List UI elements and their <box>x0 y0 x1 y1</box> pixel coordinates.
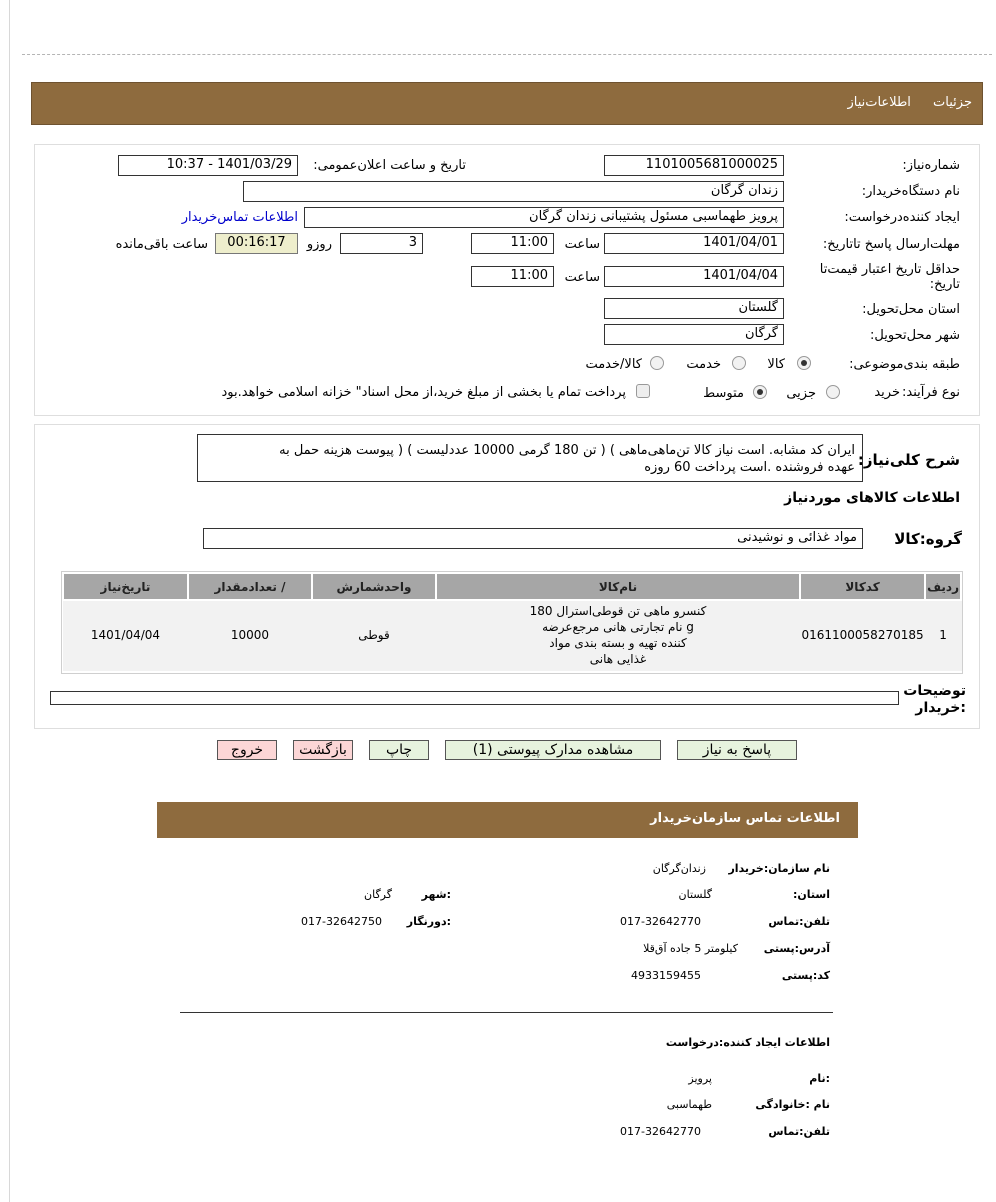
buyer-org-field: زندان گرگان <box>243 181 784 202</box>
left-border <box>9 0 10 1202</box>
contact-org-value: زندان‌گرگان <box>652 862 706 875</box>
cell-row: 1 <box>925 600 961 670</box>
need-number-label: شماره‌نیاز: <box>902 158 960 173</box>
cell-unit: قوطی <box>312 600 436 670</box>
process-partial-radio[interactable] <box>826 385 840 399</box>
description-line-1: ایران کد مشابه. است نیاز کالا تن‌ماهی‌ماهی ) ( تن 180 گرمی 10000 عددلیست ) ( پیوست هزینه حمل به <box>279 443 855 458</box>
city-field: گرگان <box>604 324 784 345</box>
description-box <box>197 434 863 482</box>
contact-fax-label: :دورنگار <box>406 915 451 928</box>
description-label: شرح کلی‌نیاز: <box>857 451 960 469</box>
contact-org-label: نام سازمان:خریدار <box>728 862 830 875</box>
reply-button[interactable]: پاسخ به نیاز <box>677 740 797 760</box>
deadline-date-field: 1401/04/01 <box>604 233 784 254</box>
category-goods-radio[interactable] <box>797 356 811 370</box>
cell-name-line: کنسرو ماهی تن قوطی‌استرال 180 <box>529 604 707 619</box>
col-name: نام‌کالا <box>436 573 800 600</box>
creator-info-title: اطلاعات ایجاد کننده:درخواست <box>665 1036 830 1049</box>
announce-label: تاریخ و ساعت اعلان‌عمومی: <box>313 158 466 173</box>
col-code: کدکالا <box>800 573 925 600</box>
treasury-payment-note: پرداخت تمام یا بخشی از مبلغ خرید،از محل اسناد" خزانه اسلامی خواهد.بود <box>221 385 626 400</box>
table-row <box>63 600 961 670</box>
creator-phone-label: تلفن:تماس <box>768 1125 830 1138</box>
city-label: شهر محل‌تحویل: <box>870 328 960 343</box>
creator-name-value: پرویز <box>688 1072 712 1085</box>
contact-divider <box>180 1012 833 1013</box>
cell-code: 0161100058270185 <box>800 600 925 670</box>
attachments-button[interactable]: مشاهده مدارک پیوستی (1) <box>445 740 661 760</box>
col-row: ردیف <box>925 573 961 600</box>
contact-address-value: کیلومتر 5 جاده آق‌قلا <box>643 942 738 955</box>
goods-group-label: گروه:کالا <box>894 530 962 548</box>
goods-info-title: اطلاعات کالاهای موردنیاز <box>784 490 960 506</box>
category-service-radio[interactable] <box>732 356 746 370</box>
cell-name-line: g نام تجارتی هانی مرجع‌عرضه <box>542 620 694 635</box>
days-label: روزو <box>306 237 332 252</box>
cell-name <box>436 600 800 670</box>
creator-family-value: طهماسبی <box>666 1098 712 1111</box>
contact-phone-label: تلفن:تماس <box>768 915 830 928</box>
process-label: نوع فرآیند: <box>902 385 960 400</box>
exit-button[interactable]: خروج <box>217 740 277 760</box>
category-both-radio[interactable] <box>650 356 664 370</box>
cell-name-line: کننده تهیه و بسته بندی مواد <box>549 636 687 651</box>
process-buy-label: خرید <box>874 385 900 400</box>
buyer-org-label: نام دستگاه‌خریدار: <box>861 184 960 199</box>
remaining-label: ساعت باقی‌مانده <box>115 237 208 252</box>
days-field: 3 <box>340 233 423 254</box>
contact-province-value: گلستان <box>678 888 712 901</box>
buyer-notes-label: توضیحات :خریدار <box>903 683 966 716</box>
category-service-label: خدمت <box>686 357 721 372</box>
print-button[interactable]: چاپ <box>369 740 429 760</box>
category-goods-label: کالا <box>767 357 785 372</box>
category-both-label: کالا/خدمت <box>585 357 642 372</box>
validity-time-field: 11:00 <box>471 266 554 287</box>
cell-name-line: غذایی هانی <box>589 652 647 667</box>
validity-time-label: ساعت <box>564 270 600 285</box>
section-header <box>31 82 983 125</box>
dotted-divider <box>22 54 992 55</box>
province-field: گلستان <box>604 298 784 319</box>
process-medium-label: متوسط <box>703 386 744 401</box>
creator-name-label: :نام <box>809 1072 830 1085</box>
tab-details[interactable]: جزئيات <box>933 95 972 110</box>
treasury-payment-checkbox[interactable] <box>636 384 650 398</box>
remaining-timer: 00:16:17 <box>215 233 298 254</box>
province-label: استان محل‌تحویل: <box>862 302 960 317</box>
goods-table <box>62 572 962 671</box>
contact-city-label: :شهر <box>421 888 451 901</box>
description-line-2: عهده فروشنده .است پرداخت 60 روزه <box>644 460 855 475</box>
goods-group-field: مواد غذائی و نوشیدنی <box>203 528 863 549</box>
contact-fax-value: 017-32642750 <box>301 915 382 928</box>
cell-date: 1401/04/04 <box>63 600 188 670</box>
cell-qty: 10000 <box>188 600 312 670</box>
tab-need-info[interactable]: اطلاعات‌نیاز <box>847 95 911 110</box>
contact-province-label: استان: <box>793 888 830 901</box>
creator-label: ایجاد کننده‌درخواست: <box>844 210 960 225</box>
deadline-time-label: ساعت <box>564 237 600 252</box>
creator-family-label: نام :خانوادگی <box>755 1098 830 1111</box>
contact-section-header: اطلاعات تماس سازمان‌خریدار <box>157 802 858 838</box>
process-medium-radio[interactable] <box>753 385 767 399</box>
category-label: طبقه بندی‌موضوعی: <box>849 357 960 372</box>
contact-city-value: گرگان <box>364 888 392 901</box>
announce-field: 1401/03/29 - 10:37 <box>118 155 298 176</box>
validity-label: حداقل تاریخ اعتبار قیمت‌تا تاریخ: <box>819 262 960 292</box>
creator-phone-value: 017-32642770 <box>620 1125 701 1138</box>
back-button[interactable]: بازگشت <box>293 740 353 760</box>
deadline-time-field: 11:00 <box>471 233 554 254</box>
contact-address-label: آدرس:پستی <box>763 942 830 955</box>
buyer-contact-link[interactable]: اطلاعات تماس‌خریدار <box>181 210 298 225</box>
col-unit: واحدشمارش <box>312 573 436 600</box>
goods-table-frame <box>61 571 963 674</box>
buyer-notes-field <box>50 691 899 705</box>
process-partial-label: جزیی <box>786 386 816 401</box>
contact-postal-value: 4933159455 <box>631 969 701 982</box>
col-qty: / تعدادمقدار <box>188 573 312 600</box>
contact-phone-value: 017-32642770 <box>620 915 701 928</box>
validity-date-field: 1401/04/04 <box>604 266 784 287</box>
contact-postal-label: کد:پستی <box>781 969 830 982</box>
need-number-field: 1101005681000025 <box>604 155 784 176</box>
deadline-label: مهلت‌ارسال پاسخ تا‌تاریخ: <box>822 237 960 252</box>
creator-field: پرویز طهماسبی مسئول پشتیبانی زندان گرگان <box>304 207 784 228</box>
col-date: تاریخ‌نیاز <box>63 573 188 600</box>
